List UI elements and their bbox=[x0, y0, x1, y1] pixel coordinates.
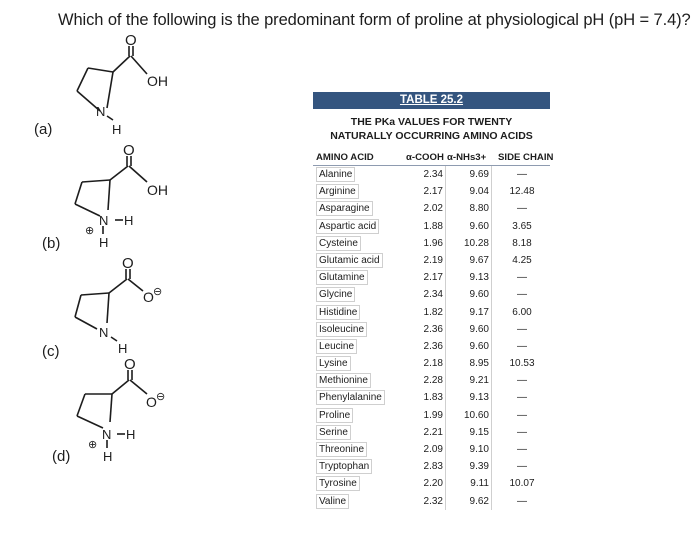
side-chain-value bbox=[494, 321, 550, 338]
oxygen-atom: O bbox=[123, 142, 135, 159]
side-chain-value-text: 10.53 bbox=[509, 358, 535, 370]
table-row bbox=[313, 458, 550, 475]
option-c-label[interactable]: (c) bbox=[42, 343, 60, 360]
table-header-row bbox=[313, 149, 554, 166]
alpha-cooh-value-text: 1.83 bbox=[424, 389, 446, 406]
table-row bbox=[313, 166, 550, 183]
side-chain-value bbox=[494, 355, 550, 372]
alpha-cooh-value bbox=[406, 218, 450, 235]
structure-d[interactable] bbox=[55, 358, 195, 463]
alpha-nh3-value bbox=[450, 372, 494, 389]
alpha-cooh-value bbox=[406, 407, 450, 424]
pka-table bbox=[313, 92, 554, 510]
amino-acid-name-text: Valine bbox=[316, 494, 349, 509]
alpha-nh3-value-text: 10.28 bbox=[464, 235, 492, 252]
alpha-nh3-value bbox=[450, 218, 494, 235]
side-chain-value-text: — bbox=[517, 340, 527, 352]
table-row bbox=[313, 235, 550, 252]
table-row bbox=[313, 218, 550, 235]
amino-acid-name-text: Tyrosine bbox=[316, 476, 360, 491]
alpha-nh3-value bbox=[450, 235, 494, 252]
table-row bbox=[313, 321, 550, 338]
amino-acid-name-text: Histidine bbox=[316, 305, 360, 320]
alpha-nh3-value bbox=[450, 475, 494, 492]
amino-acid-name-text: Leucine bbox=[316, 339, 357, 354]
alpha-nh3-value-text: 9.04 bbox=[470, 183, 492, 200]
header-nh3: α-NHs3+ bbox=[447, 152, 487, 163]
alpha-cooh-value-text: 2.17 bbox=[424, 269, 446, 286]
hydroxyl-group: OH bbox=[147, 73, 168, 89]
hydrogen-atom: H bbox=[112, 122, 122, 137]
alpha-nh3-value-text: 8.95 bbox=[470, 355, 492, 372]
structure-b[interactable] bbox=[55, 142, 195, 251]
side-chain-value bbox=[494, 372, 550, 389]
table-row bbox=[313, 493, 550, 510]
alpha-cooh-value-text: 2.17 bbox=[424, 183, 446, 200]
alpha-nh3-value bbox=[450, 252, 494, 269]
side-chain-value-text: — bbox=[517, 169, 527, 180]
alpha-cooh-value-text: 2.02 bbox=[424, 200, 446, 217]
amino-acid-name-text: Serine bbox=[316, 425, 351, 440]
side-chain-value bbox=[494, 458, 550, 475]
hydrogen-atom: H bbox=[126, 427, 136, 442]
amino-acid-name bbox=[313, 372, 406, 389]
alpha-cooh-value-text: 2.32 bbox=[424, 493, 446, 510]
side-chain-value-text: 4.25 bbox=[512, 254, 532, 266]
side-chain-value bbox=[494, 475, 550, 492]
side-chain-value bbox=[494, 304, 550, 321]
alpha-nh3-value-text: 8.80 bbox=[470, 200, 492, 217]
table-title: TABLE 25.2 bbox=[313, 92, 550, 109]
side-chain-value-text: 8.18 bbox=[512, 237, 532, 249]
side-chain-value bbox=[494, 269, 550, 286]
side-chain-value-text: — bbox=[517, 409, 527, 421]
alpha-cooh-value bbox=[406, 441, 450, 458]
alpha-nh3-value bbox=[450, 424, 494, 441]
alpha-cooh-value-text: 2.34 bbox=[424, 286, 446, 303]
alpha-nh3-value bbox=[450, 493, 494, 510]
amino-acid-name bbox=[313, 218, 406, 235]
hydrogen-atom: H bbox=[124, 213, 134, 228]
amino-acid-name-text: Proline bbox=[316, 408, 353, 423]
table-subtitle-line2: NATURALLY OCCURRING AMINO ACIDS bbox=[330, 130, 533, 142]
alpha-cooh-value bbox=[406, 200, 450, 217]
side-chain-value-text: — bbox=[517, 289, 527, 301]
oxygen-anion: O bbox=[143, 289, 154, 305]
alpha-cooh-value-text: 1.96 bbox=[424, 235, 446, 252]
alpha-nh3-value bbox=[450, 269, 494, 286]
alpha-cooh-value bbox=[406, 458, 450, 475]
amino-acid-name-text: Arginine bbox=[316, 184, 359, 199]
header-cooh: α-COOH bbox=[406, 152, 444, 163]
oxygen-atom: O bbox=[124, 356, 136, 373]
side-chain-value bbox=[494, 218, 550, 235]
alpha-cooh-value-text: 1.82 bbox=[424, 304, 446, 321]
amino-acid-name bbox=[313, 304, 406, 321]
oxygen-atom: O bbox=[125, 32, 137, 49]
hydrogen-atom: H bbox=[99, 235, 109, 250]
amino-acid-name bbox=[313, 389, 406, 406]
proline-structure-c bbox=[55, 257, 195, 362]
proline-structure-a bbox=[55, 32, 195, 141]
hydrogen-atom: H bbox=[118, 341, 128, 356]
alpha-cooh-value bbox=[406, 475, 450, 492]
side-chain-value bbox=[494, 286, 550, 303]
table-subtitle-line1: THE PKa VALUES FOR TWENTY bbox=[350, 116, 513, 128]
alpha-nh3-value-text: 9.21 bbox=[470, 372, 492, 389]
amino-acid-name-text: Threonine bbox=[316, 442, 367, 457]
side-chain-value-text: — bbox=[517, 203, 527, 215]
side-chain-value bbox=[494, 441, 550, 458]
amino-acid-name-text: Glycine bbox=[316, 287, 355, 302]
alpha-cooh-value-text: 2.34 bbox=[424, 166, 446, 183]
negative-charge-icon: ⊖ bbox=[156, 391, 166, 403]
table-row bbox=[313, 389, 550, 406]
alpha-nh3-value-text: 9.60 bbox=[470, 286, 492, 303]
side-chain-value-text: 6.00 bbox=[512, 306, 532, 318]
alpha-cooh-value bbox=[406, 355, 450, 372]
side-chain-value bbox=[494, 389, 550, 406]
amino-acid-name bbox=[313, 493, 406, 510]
side-chain-value bbox=[494, 424, 550, 441]
amino-acid-name bbox=[313, 269, 406, 286]
table-row bbox=[313, 304, 550, 321]
alpha-cooh-value-text: 2.28 bbox=[424, 372, 446, 389]
table-row bbox=[313, 407, 550, 424]
nitrogen-atom: N bbox=[99, 213, 109, 228]
alpha-cooh-value bbox=[406, 286, 450, 303]
oxygen-atom: O bbox=[122, 255, 134, 272]
amino-acid-name bbox=[313, 458, 406, 475]
side-chain-value bbox=[494, 235, 550, 252]
alpha-cooh-value bbox=[406, 389, 450, 406]
side-chain-value bbox=[494, 493, 550, 510]
nitrogen-atom: N bbox=[99, 325, 109, 340]
alpha-cooh-value bbox=[406, 424, 450, 441]
alpha-cooh-value bbox=[406, 304, 450, 321]
alpha-nh3-value-text: 9.60 bbox=[470, 321, 492, 338]
alpha-nh3-value-text: 9.11 bbox=[470, 475, 492, 492]
amino-acid-name bbox=[313, 338, 406, 355]
alpha-cooh-value bbox=[406, 269, 450, 286]
alpha-cooh-value bbox=[406, 493, 450, 510]
table-row bbox=[313, 475, 550, 492]
alpha-cooh-value-text: 2.18 bbox=[424, 355, 446, 372]
amino-acid-name-text: Cysteine bbox=[316, 236, 361, 251]
alpha-nh3-value bbox=[450, 355, 494, 372]
positive-charge-icon: ⊕ bbox=[85, 225, 95, 237]
amino-acid-name bbox=[313, 166, 406, 183]
alpha-nh3-value bbox=[450, 304, 494, 321]
side-chain-value-text: — bbox=[517, 272, 527, 284]
alpha-nh3-value bbox=[450, 200, 494, 217]
table-row bbox=[313, 183, 550, 200]
alpha-nh3-value bbox=[450, 286, 494, 303]
alpha-cooh-value bbox=[406, 372, 450, 389]
amino-acid-name bbox=[313, 321, 406, 338]
amino-acid-name-text: Glutamine bbox=[316, 270, 368, 285]
side-chain-value-text: — bbox=[517, 392, 527, 404]
table-row bbox=[313, 286, 550, 303]
amino-acid-name-text: Tryptophan bbox=[316, 459, 372, 474]
alpha-cooh-value-text: 2.36 bbox=[424, 321, 446, 338]
alpha-nh3-value bbox=[450, 183, 494, 200]
table-row bbox=[313, 269, 550, 286]
alpha-nh3-value-text: 9.10 bbox=[470, 441, 492, 458]
side-chain-value-text: — bbox=[517, 444, 527, 455]
amino-acid-name-text: Methionine bbox=[316, 373, 371, 388]
amino-acid-name-text: Alanine bbox=[316, 167, 355, 182]
alpha-nh3-value-text: 9.17 bbox=[470, 304, 492, 321]
alpha-cooh-value bbox=[406, 166, 450, 183]
amino-acid-name-text: Phenylalanine bbox=[316, 390, 385, 405]
proline-structure-d bbox=[55, 358, 195, 463]
alpha-cooh-value-text: 1.88 bbox=[424, 218, 446, 235]
amino-acid-name-text: Aspartic acid bbox=[316, 219, 379, 234]
side-chain-value-text: — bbox=[517, 461, 527, 473]
side-chain-value-text: — bbox=[517, 426, 527, 438]
alpha-cooh-value-text: 2.19 bbox=[424, 252, 446, 269]
side-chain-value bbox=[494, 338, 550, 355]
side-chain-value-text: 12.48 bbox=[509, 186, 535, 198]
nitrogen-atom: N bbox=[96, 104, 106, 119]
amino-acid-name bbox=[313, 252, 406, 269]
table-body bbox=[313, 166, 550, 510]
table-row bbox=[313, 372, 550, 389]
alpha-nh3-value-text: 9.39 bbox=[470, 458, 492, 475]
side-chain-value bbox=[494, 183, 550, 200]
oxygen-anion: O bbox=[146, 394, 157, 410]
alpha-nh3-value bbox=[450, 338, 494, 355]
side-chain-value-text: 10.07 bbox=[509, 478, 535, 490]
alpha-nh3-value-text: 9.69 bbox=[470, 166, 492, 183]
alpha-cooh-value bbox=[406, 183, 450, 200]
table-row bbox=[313, 424, 550, 441]
alpha-cooh-value bbox=[406, 235, 450, 252]
side-chain-value bbox=[494, 200, 550, 217]
alpha-nh3-value bbox=[450, 166, 494, 183]
proline-structure-b bbox=[55, 142, 195, 251]
amino-acid-name bbox=[313, 424, 406, 441]
alpha-cooh-value-text: 2.36 bbox=[424, 338, 446, 355]
alpha-cooh-value bbox=[406, 252, 450, 269]
alpha-cooh-value-text: 2.09 bbox=[424, 441, 446, 458]
amino-acid-name-text: Lysine bbox=[316, 356, 351, 371]
hydroxyl-group: OH bbox=[147, 182, 168, 198]
alpha-nh3-value-text: 9.60 bbox=[470, 338, 492, 355]
table-subtitle bbox=[313, 109, 550, 149]
side-chain-value-text: — bbox=[517, 495, 527, 507]
side-chain-value bbox=[494, 407, 550, 424]
negative-charge-icon: ⊖ bbox=[153, 286, 163, 298]
header-side-chain: SIDE CHAIN bbox=[498, 152, 554, 163]
amino-acid-name bbox=[313, 441, 406, 458]
alpha-nh3-value bbox=[450, 407, 494, 424]
amino-acid-name bbox=[313, 355, 406, 372]
table-row bbox=[313, 355, 550, 372]
amino-acid-name bbox=[313, 286, 406, 303]
side-chain-value bbox=[494, 166, 550, 183]
alpha-cooh-value-text: 2.83 bbox=[424, 458, 446, 475]
amino-acid-name bbox=[313, 200, 406, 217]
alpha-nh3-value bbox=[450, 389, 494, 406]
option-d-label[interactable]: (d) bbox=[52, 448, 71, 465]
alpha-cooh-value bbox=[406, 338, 450, 355]
structure-c[interactable] bbox=[55, 257, 195, 362]
alpha-nh3-value bbox=[450, 441, 494, 458]
alpha-nh3-value-text: 9.62 bbox=[470, 493, 492, 510]
side-chain-value-text: — bbox=[517, 375, 527, 387]
amino-acid-name bbox=[313, 235, 406, 252]
alpha-cooh-value-text: 1.99 bbox=[424, 407, 446, 424]
alpha-nh3-value-text: 9.15 bbox=[470, 424, 492, 441]
hydrogen-atom: H bbox=[103, 449, 113, 464]
amino-acid-name-text: Asparagine bbox=[316, 201, 373, 216]
option-b-label[interactable]: (b) bbox=[42, 235, 61, 252]
alpha-nh3-value-text: 9.67 bbox=[470, 252, 492, 269]
alpha-nh3-value-text: 9.60 bbox=[470, 218, 492, 235]
alpha-cooh-value bbox=[406, 321, 450, 338]
alpha-nh3-value-text: 9.13 bbox=[470, 269, 492, 286]
amino-acid-name-text: Glutamic acid bbox=[316, 253, 383, 268]
amino-acid-name bbox=[313, 183, 406, 200]
table-row bbox=[313, 441, 550, 458]
alpha-nh3-value bbox=[450, 321, 494, 338]
amino-acid-name bbox=[313, 407, 406, 424]
side-chain-value-text: — bbox=[517, 323, 527, 335]
positive-charge-icon: ⊕ bbox=[88, 439, 98, 451]
header-amino-acid: AMINO ACID bbox=[316, 152, 374, 163]
alpha-nh3-value-text: 10.60 bbox=[464, 407, 492, 424]
side-chain-value bbox=[494, 252, 550, 269]
table-row bbox=[313, 200, 550, 217]
table-row bbox=[313, 252, 550, 269]
table-row bbox=[313, 338, 550, 355]
structure-a[interactable] bbox=[55, 32, 195, 141]
amino-acid-name-text: Isoleucine bbox=[316, 322, 367, 337]
option-a-label[interactable]: (a) bbox=[34, 121, 53, 138]
alpha-cooh-value-text: 2.20 bbox=[424, 475, 446, 492]
question-text: Which of the following is the predominant form of proline at physiological pH (pH = 7.4)? bbox=[58, 11, 691, 29]
nitrogen-atom: N bbox=[102, 427, 112, 442]
alpha-nh3-value-text: 9.13 bbox=[470, 389, 492, 406]
amino-acid-name bbox=[313, 475, 406, 492]
alpha-cooh-value-text: 2.21 bbox=[424, 424, 446, 441]
side-chain-value-text: 3.65 bbox=[512, 220, 532, 232]
alpha-nh3-value bbox=[450, 458, 494, 475]
